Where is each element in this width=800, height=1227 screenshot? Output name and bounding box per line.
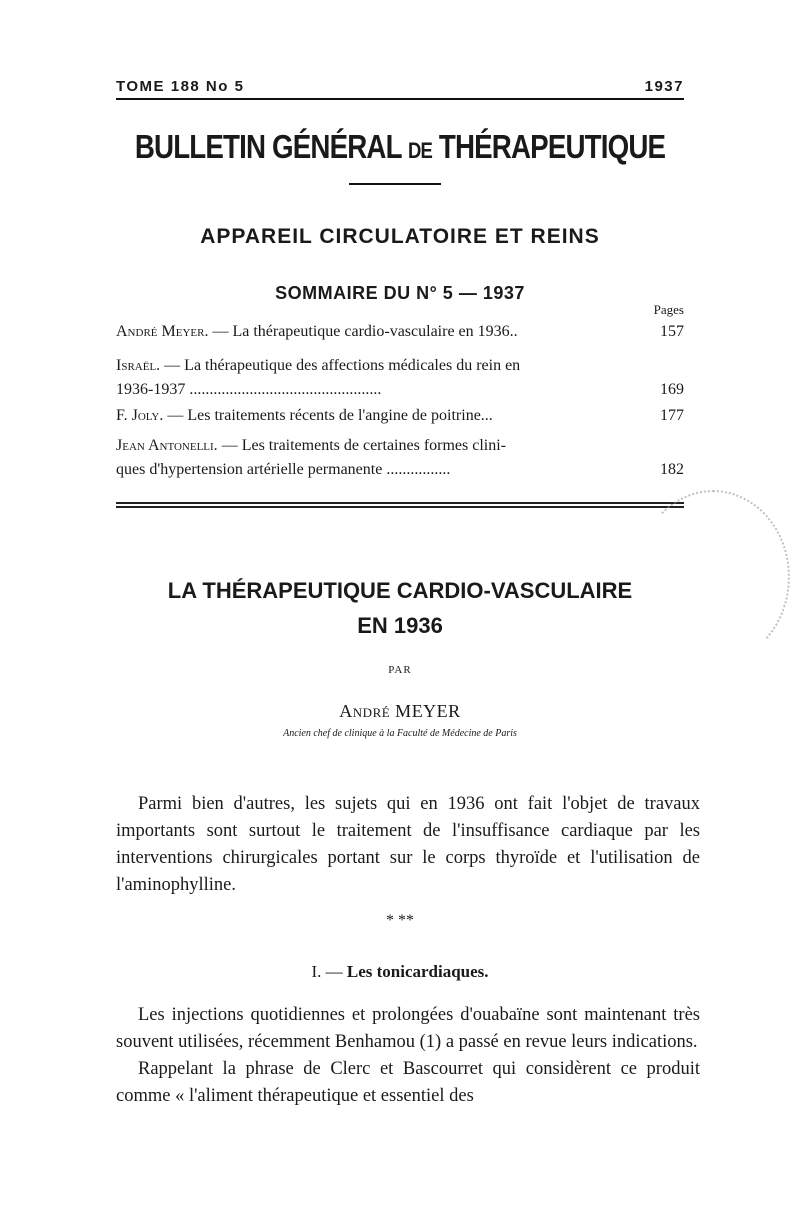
title-divider	[349, 183, 441, 185]
article-author: André MEYER	[339, 701, 461, 721]
paragraph-1: Les injections quotidiennes et prolongées d'ouabaïne sont maintenant très souvent utilisées, récemment Benhamou (1) a passé en revue leurs indications.	[116, 1005, 700, 1052]
running-header	[116, 78, 684, 95]
toc-entry	[116, 434, 684, 482]
subheading-number: I. —	[311, 962, 343, 981]
body-paragraphs	[116, 1002, 700, 1110]
volume-number: TOME 188 No 5	[116, 78, 245, 95]
toc-page: 169	[660, 381, 684, 398]
paragraph-2: Rappelant la phrase de Clerc et Bascourret qui considèrent ce produit comme « l'aliment thérapeutique et essentiel des	[116, 1059, 700, 1106]
toc-entry	[116, 320, 684, 344]
toc-page: 177	[660, 407, 684, 424]
toc-author: André Meyer.	[116, 323, 209, 340]
toc-page: 182	[660, 461, 684, 478]
toc-author: Israël.	[116, 357, 161, 374]
toc-title: — La thérapeutique cardio-vasculaire en 1936..	[208, 323, 518, 340]
subheading	[0, 962, 800, 982]
journal-title-part1: BULLETIN GÉNÉRAL	[134, 128, 402, 165]
header-rule	[116, 98, 684, 100]
byline-par: PAR	[388, 664, 412, 676]
toc-title: — La thérapeutique des affections médicales du rein en	[160, 357, 521, 374]
toc-entry	[116, 354, 684, 402]
year: 1937	[644, 78, 684, 95]
subheading-text: Les tonicardiaques.	[346, 962, 489, 981]
toc-title: — Les traitements récents de l'angine de poitrine...	[163, 407, 493, 424]
toc-title-cont: ques d'hypertension artérielle permanente ................	[116, 461, 451, 478]
summary-double-rule	[116, 502, 684, 508]
section-title: APPAREIL CIRCULATOIRE ET REINS	[200, 225, 600, 248]
toc-title: — Les traitements de certaines formes clini-	[217, 437, 507, 454]
article-title: LA THÉRAPEUTIQUE CARDIO-VASCULAIRE	[167, 578, 633, 603]
toc-author: F. Joly.	[116, 407, 164, 424]
toc-title-cont: 1936-1937 ................................................	[116, 381, 382, 398]
toc-entry	[116, 404, 684, 428]
journal-title-part3: THÉRAPEUTIQUE	[438, 128, 666, 165]
pages-label: Pages	[653, 302, 684, 317]
journal-title	[64, 128, 736, 166]
toc-page: 157	[660, 323, 684, 340]
toc-author: Jean Antonelli.	[116, 437, 218, 454]
author-affiliation: Ancien chef de clinique à la Faculté de Médecine de Paris	[283, 728, 517, 739]
article-title-line2: EN 1936	[357, 613, 443, 638]
journal-title-de: DE	[408, 138, 433, 163]
section-separator: * **	[386, 912, 414, 929]
intro-text: Parmi bien d'autres, les sujets qui en 1936 ont fait l'objet de travaux importants sont surtout le traitement de l'insuffisance cardiaque par les interventions chirurgicales portant sur le corps thyroïde et l'utilisation de l'aminophylline.	[116, 794, 700, 895]
intro-paragraph	[116, 791, 700, 899]
summary-title: SOMMAIRE DU N° 5 — 1937	[275, 283, 525, 303]
